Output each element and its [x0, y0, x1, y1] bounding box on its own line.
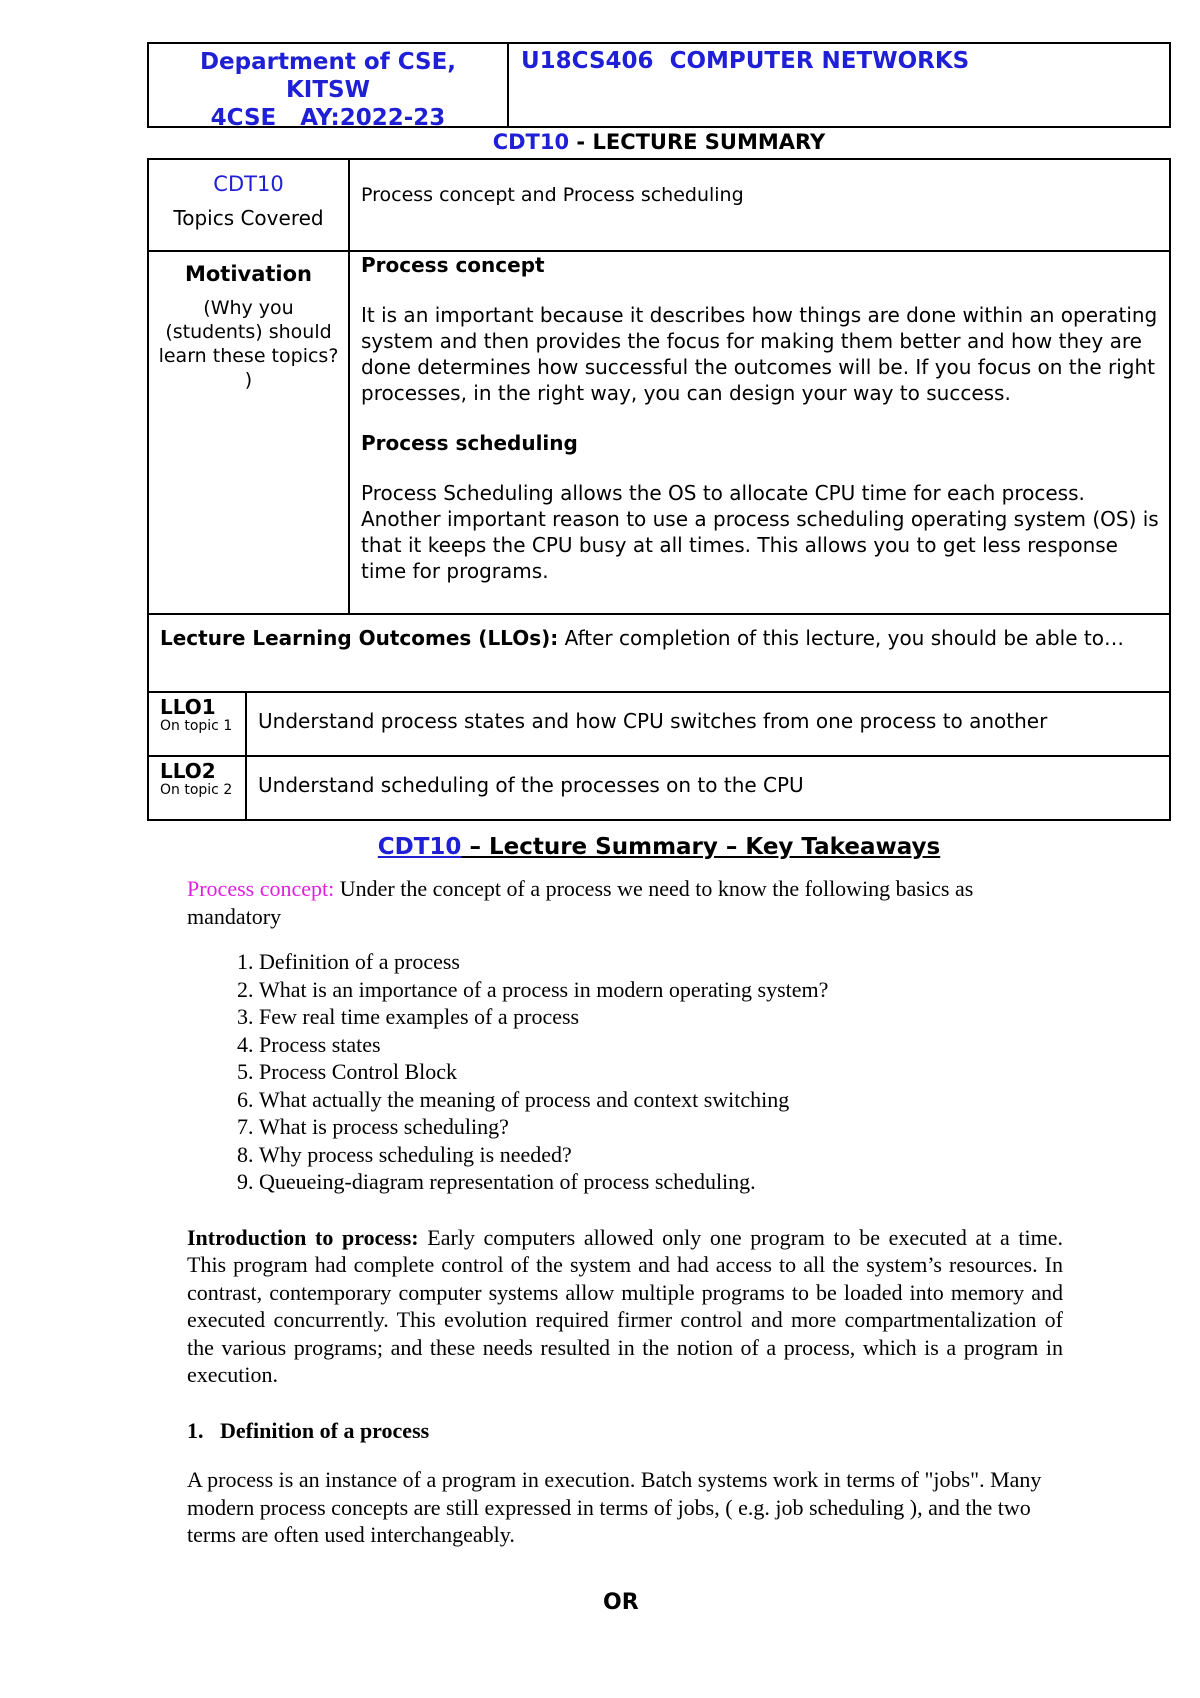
motivation-heading-2: Process scheduling — [361, 431, 578, 455]
key-takeaways-title — [147, 834, 1171, 860]
list-item: 1. Definition of a process — [259, 948, 1063, 976]
list-item: 3. Few real time examples of a process — [259, 1003, 1063, 1031]
takeaways-code: CDT10 — [377, 834, 462, 860]
lecture-summary-title — [147, 130, 1171, 154]
llo-label: Lecture Learning Outcomes (LLOs): — [160, 626, 559, 650]
section-1-title: 1. Definition of a process — [187, 1417, 430, 1443]
takeaways-title-text: – Lecture Summary – Key Takeaways — [461, 834, 941, 860]
llo-text: Understand process states and how CPU switches from one process to another — [258, 709, 1048, 733]
header-table — [147, 42, 1171, 131]
or-separator: OR — [603, 1590, 639, 1615]
llo-topic: On topic 2 — [160, 782, 233, 798]
summary-code: CDT10 — [492, 130, 570, 154]
list-item: 8. Why process scheduling is needed? — [259, 1141, 1063, 1169]
list-item: 6. What actually the meaning of process and context switching — [259, 1086, 1063, 1114]
process-concept-label: Process concept: — [187, 876, 335, 901]
llo-id: LLO2 — [160, 759, 216, 783]
department-line-1: Department of CSE, — [199, 49, 457, 75]
department-cell — [149, 44, 509, 131]
department-line-3: 4CSE AY:2022-23 — [210, 105, 446, 131]
basics-list — [187, 948, 1063, 1196]
llo-row — [149, 691, 1169, 755]
list-item: 9. Queueing-diagram representation of process scheduling. — [259, 1168, 1063, 1196]
motivation-content — [350, 252, 1169, 613]
topics-code: CDT10 — [213, 172, 284, 196]
llo-topic: On topic 1 — [160, 718, 233, 734]
list-item: 4. Process states — [259, 1031, 1063, 1059]
process-concept-intro — [187, 875, 1063, 930]
summary-title-text: - LECTURE SUMMARY — [569, 130, 826, 154]
llo-id-cell — [149, 757, 247, 819]
introduction-text: Early computers allowed only one program to be executed at a time. This program had complete control of the system and had access to all the system’s resources. In contrast, contemporary computer systems allow multiple programs to be loaded into memory and executed concurrently. This evolution required firmer control and more compartmentalization of the various programs; and these needs resulted in the notion of a process, which is a program in execution. — [187, 1224, 1063, 1387]
summary-table — [147, 158, 1171, 821]
list-item: 5. Process Control Block — [259, 1058, 1063, 1086]
topics-row — [149, 160, 1169, 250]
topics-value: Process concept and Process scheduling — [361, 184, 744, 206]
motivation-label: Motivation — [184, 262, 313, 286]
process-concept-text: Under the concept of a process we need to know the following basics as mandatory — [187, 876, 974, 929]
topics-label: Topics Covered — [173, 206, 324, 230]
llo-intro-row — [149, 613, 1169, 691]
introduction-label: Introduction to process: — [187, 1224, 419, 1250]
llo-text: Understand scheduling of the processes on to the CPU — [258, 773, 804, 797]
llo-id-cell — [149, 693, 247, 755]
list-item: 2. What is an importance of a process in modern operating system? — [259, 976, 1063, 1004]
list-item: 7. What is process scheduling? — [259, 1113, 1063, 1141]
section-1-text: A process is an instance of a program in execution. Batch systems work in terms of "jobs". Many modern process concepts are still expressed in terms of jobs, ( e.g. job scheduling ), and the two terms are often used interchangeably. — [187, 1467, 1042, 1547]
introduction-paragraph — [187, 1224, 1063, 1389]
course-title: U18CS406 COMPUTER NETWORKS — [521, 48, 970, 74]
motivation-label-cell — [149, 252, 350, 613]
motivation-row — [149, 250, 1169, 613]
motivation-text-1: It is an important because it describes how things are done within an operating system and then provides the focus for making them better and how they are done determines how successful the outcomes will be. If you focus on the right processes, in the right way, you can design your way to success. — [361, 303, 1158, 405]
llo-id: LLO1 — [160, 695, 216, 719]
llo-intro-text: After completion of this lecture, you should be able to… — [558, 626, 1124, 650]
motivation-text-2: Process Scheduling allows the OS to allocate CPU time for each process. Another important reason to use a process scheduling operating system (OS) is that it keeps the CPU busy at all times. This allows you to get less response time for programs. — [361, 481, 1159, 583]
motivation-sublabel: (Why you (students) should learn these topics? ) — [158, 297, 339, 391]
takeaways-body — [187, 875, 1063, 1549]
topics-label-cell — [149, 160, 350, 250]
department-line-2: KITSW — [285, 77, 370, 103]
llo-row — [149, 755, 1169, 819]
motivation-heading-1: Process concept — [361, 253, 545, 277]
